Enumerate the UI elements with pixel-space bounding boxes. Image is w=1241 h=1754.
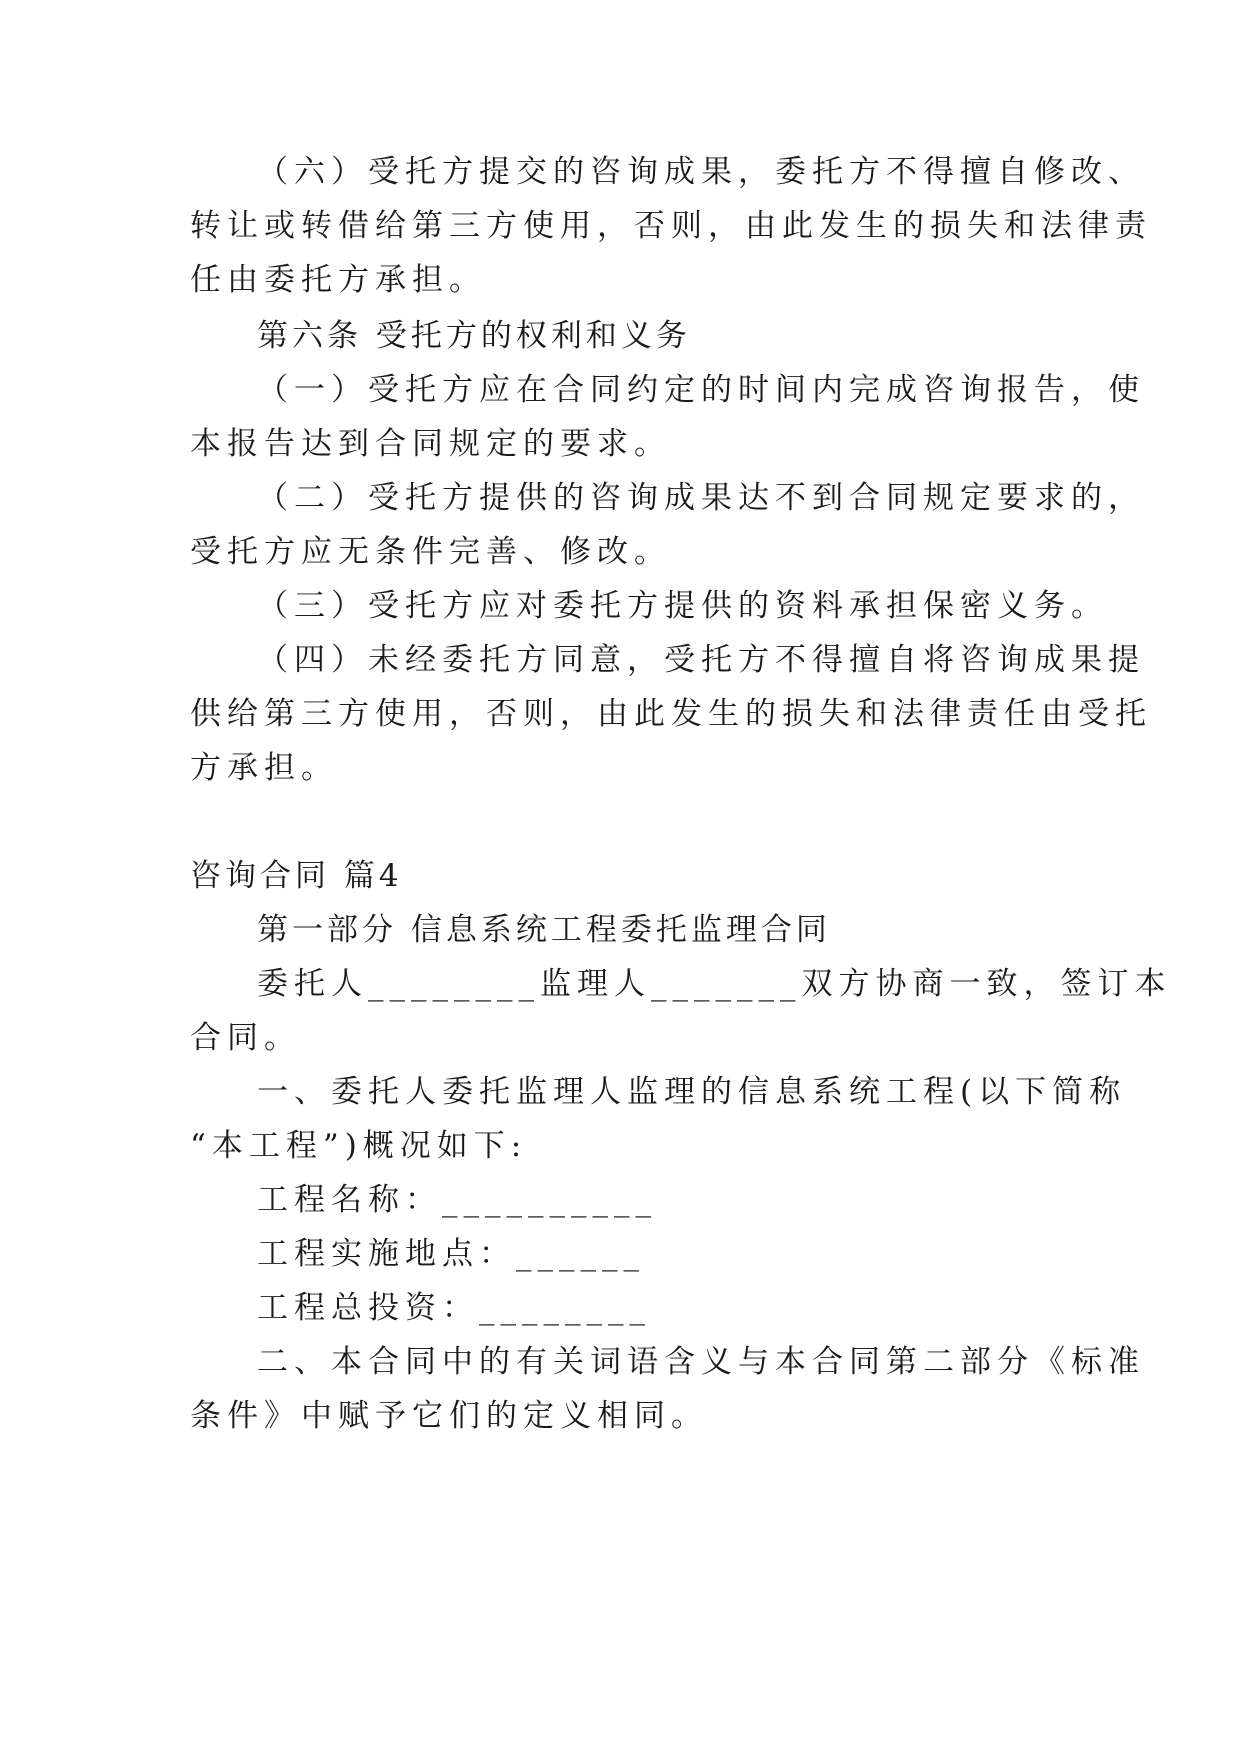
- paragraph-line: 任由委托方承担。: [190, 262, 486, 298]
- paragraph-line: 一、委托人委托监理人监理的信息系统工程(以下简称: [257, 1074, 1127, 1110]
- paragraph-line: （四）未经委托方同意，受托方不得擅自将咨询成果提: [257, 642, 1145, 678]
- paragraph-line: （三）受托方应对委托方提供的资料承担保密义务。: [257, 588, 1108, 624]
- paragraph-line: 方承担。: [190, 750, 338, 786]
- paragraph-line: 委托人________监理人_______双方协商一致，签订本: [257, 966, 1172, 1002]
- paragraph-line: （一）受托方应在合同约定的时间内完成咨询报告，使: [257, 372, 1145, 408]
- form-field-line: 工程名称：__________: [257, 1182, 657, 1218]
- paragraph-line: 本报告达到合同规定的要求。: [190, 426, 671, 462]
- paragraph-line: 二、本合同中的有关词语含义与本合同第二部分《标准: [257, 1344, 1145, 1380]
- paragraph-line: 转让或转借给第三方使用，否则，由此发生的损失和法律责: [190, 208, 1152, 244]
- paragraph-line: 供给第三方使用，否则，由此发生的损失和法律责任由受托: [190, 696, 1152, 732]
- paragraph-line: 受托方应无条件完善、修改。: [190, 534, 671, 570]
- paragraph-line: 条件》中赋予它们的定义相同。: [190, 1398, 708, 1434]
- form-field-line: 工程总投资：________: [257, 1290, 651, 1326]
- paragraph-line: 合同。: [190, 1020, 301, 1056]
- paragraph-line: （六）受托方提交的咨询成果，委托方不得擅自修改、: [257, 154, 1145, 190]
- paragraph-line: “本工程”)概况如下:: [190, 1128, 528, 1164]
- article-title: 咨询合同 篇4: [190, 858, 403, 894]
- section-heading: 第六条 受托方的权利和义务: [257, 318, 691, 354]
- form-field-line: 工程实施地点：______: [257, 1236, 645, 1272]
- paragraph-line: （二）受托方提供的咨询成果达不到合同规定要求的，: [257, 480, 1145, 516]
- section-heading: 第一部分 信息系统工程委托监理合同: [257, 912, 831, 948]
